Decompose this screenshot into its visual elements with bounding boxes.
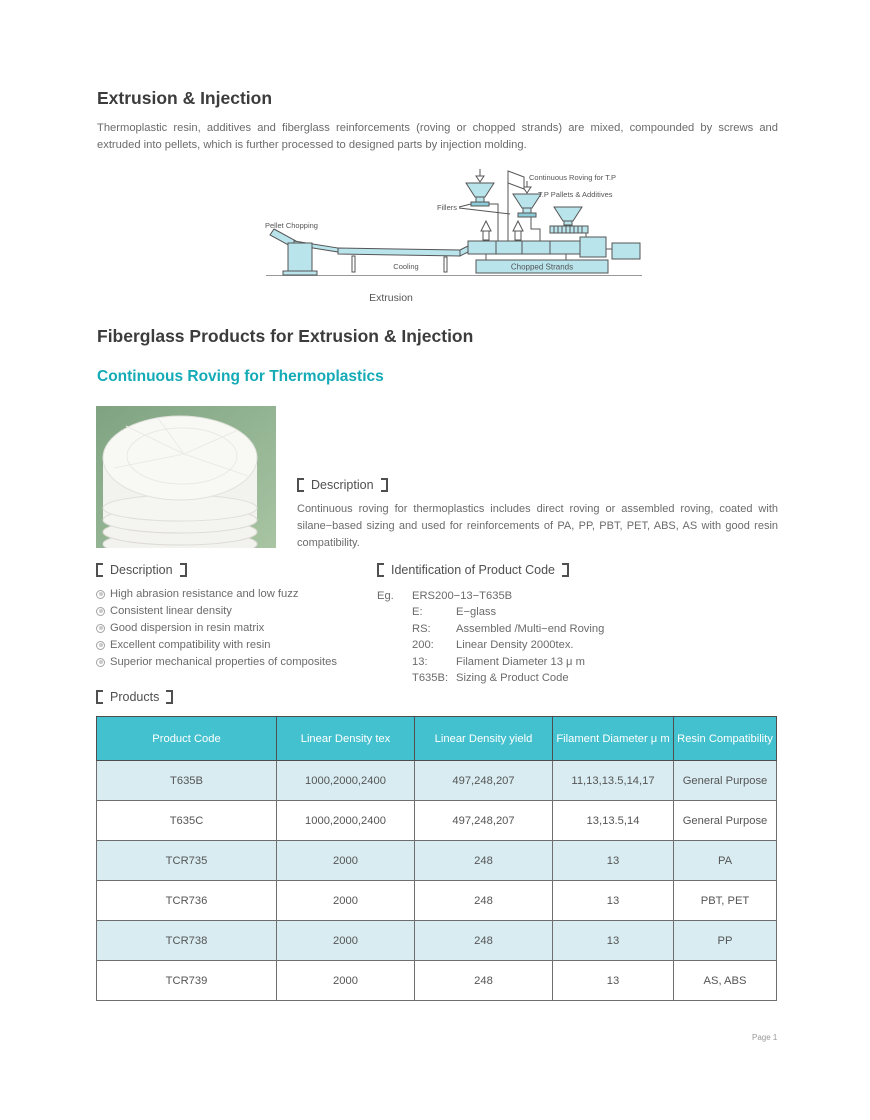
label-tp-pallets: T.P Pallets & Additives <box>538 190 613 199</box>
cell-linear-density-tex: 2000 <box>277 921 415 961</box>
feature-text: Excellent compatibility with resin <box>110 639 271 651</box>
table-row <box>97 801 777 841</box>
feature-text: High abrasion resistance and low fuzz <box>110 588 299 600</box>
cell-filament-diameter: 13 <box>553 881 674 921</box>
bullet-ring-icon <box>96 590 105 599</box>
cell-product-code: TCR736 <box>97 881 277 921</box>
description-left-title-text: Description <box>110 563 173 577</box>
feature-text: Superior mechanical properties of composites <box>110 656 337 668</box>
label-fillers: Fillers <box>437 203 457 212</box>
fillers-pointer-1 <box>459 204 471 207</box>
bracket-right-icon <box>166 690 173 704</box>
gearbox <box>580 237 606 257</box>
cell-filament-diameter: 13,13.5,14 <box>553 801 674 841</box>
feature-text: Good dispersion in resin matrix <box>110 622 265 634</box>
bracket-right-icon <box>180 563 187 577</box>
cell-filament-diameter: 13 <box>553 921 674 961</box>
cell-linear-density-yield: 497,248,207 <box>415 761 553 801</box>
cell-linear-density-yield: 497,248,207 <box>415 801 553 841</box>
code-meaning: Assembled /Multi−end Roving <box>456 622 605 635</box>
feature-list-item <box>96 656 386 668</box>
bullet-ring-icon <box>96 607 105 616</box>
page-number: Page 1 <box>752 1033 778 1042</box>
extruder-barrel <box>468 241 580 260</box>
page-title: Extrusion & Injection <box>97 88 273 108</box>
description-right-section <box>297 478 778 552</box>
extrusion-process-diagram <box>250 163 650 285</box>
cell-linear-density-tex: 1000,2000,2400 <box>277 801 415 841</box>
cell-linear-density-yield: 248 <box>415 961 553 1001</box>
cell-linear-density-yield: 248 <box>415 921 553 961</box>
feature-list-item <box>96 588 386 600</box>
code-key: T635B: <box>412 672 449 684</box>
product-heading: Continuous Roving for Thermoplastics <box>97 368 384 385</box>
cell-product-code: TCR738 <box>97 921 277 961</box>
code-key: 200: <box>412 639 434 651</box>
example-code-row <box>377 590 777 602</box>
product-photo <box>96 406 276 548</box>
cell-product-code: T635C <box>97 801 277 841</box>
products-title-text: Products <box>110 690 160 704</box>
code-meaning: Sizing & Product Code <box>456 672 569 684</box>
label-cooling: Cooling <box>393 262 419 271</box>
fillers-pointer-2 <box>459 208 510 214</box>
description-right-title <box>297 478 778 492</box>
vent-arrows <box>481 221 523 240</box>
identification-section <box>377 563 777 684</box>
cell-resin-compatibility: PA <box>674 841 777 881</box>
intro-paragraph: Thermoplastic resin, additives and fiberglass reinforcements (roving or chopped strands) are mixed, compounded by screws and extruded into pellets, which is further processed to designed parts by injection molding. <box>97 122 778 152</box>
column-header: Filament Diameter μ m <box>553 717 674 761</box>
feature-list-item <box>96 639 386 651</box>
bracket-right-icon <box>562 563 569 577</box>
diagram-caption: Extrusion <box>369 292 413 304</box>
label-pellet-chopping: Pellet Chopping <box>265 221 318 230</box>
code-meaning: E−glass <box>456 606 497 618</box>
bracket-right-icon <box>381 478 388 492</box>
feature-text: Consistent linear density <box>110 605 232 617</box>
feature-list-item <box>96 622 386 634</box>
bracket-left-icon <box>297 478 304 492</box>
cell-linear-density-yield: 248 <box>415 841 553 881</box>
bracket-left-icon <box>96 690 103 704</box>
column-header: Resin Compatibility <box>674 717 777 761</box>
cell-linear-density-tex: 2000 <box>277 841 415 881</box>
roving-spool <box>103 416 257 548</box>
code-key: RS: <box>412 622 431 635</box>
cell-product-code: TCR735 <box>97 841 277 881</box>
bracket-left-icon <box>377 563 384 577</box>
products-table-body <box>97 761 777 1001</box>
label-chopped-strands: Chopped Strands <box>510 262 574 272</box>
code-meaning: Linear Density 2000tex. <box>456 639 574 651</box>
description-left-section <box>96 563 386 673</box>
code-breakdown <box>412 606 777 684</box>
cell-resin-compatibility: General Purpose <box>674 801 777 841</box>
cell-filament-diameter: 11,13,13.5,14,17 <box>553 761 674 801</box>
cell-linear-density-tex: 2000 <box>277 881 415 921</box>
cell-resin-compatibility: PBT, PET <box>674 881 777 921</box>
code-key: E: <box>412 606 423 618</box>
header-row <box>97 717 777 761</box>
table-row <box>97 841 777 881</box>
example-label: Eg. <box>377 590 394 602</box>
table-row <box>97 881 777 921</box>
identification-title-text: Identification of Product Code <box>391 563 555 577</box>
description-right-title-text: Description <box>311 478 374 492</box>
column-header: Linear Density tex <box>277 717 415 761</box>
cell-resin-compatibility: General Purpose <box>674 761 777 801</box>
products-table-head <box>97 717 777 761</box>
products-title <box>96 690 173 704</box>
code-meaning: Filament Diameter 13 μ m <box>456 655 585 668</box>
cell-filament-diameter: 13 <box>553 961 674 1001</box>
bracket-left-icon <box>96 563 103 577</box>
cell-linear-density-tex: 1000,2000,2400 <box>277 761 415 801</box>
description-left-title <box>96 563 386 577</box>
column-header: Linear Density yield <box>415 717 553 761</box>
bullet-ring-icon <box>96 658 105 667</box>
cell-resin-compatibility: PP <box>674 921 777 961</box>
cell-resin-compatibility: AS, ABS <box>674 961 777 1001</box>
example-code: ERS200−13−T635B <box>412 590 513 602</box>
table-row <box>97 761 777 801</box>
cell-filament-diameter: 13 <box>553 841 674 881</box>
cell-linear-density-yield: 248 <box>415 881 553 921</box>
feature-list-item <box>96 605 386 617</box>
pellet-chopping-machine <box>270 229 338 275</box>
identification-title <box>377 563 777 577</box>
feature-list <box>96 588 386 668</box>
cell-product-code: T635B <box>97 761 277 801</box>
cell-linear-density-tex: 2000 <box>277 961 415 1001</box>
hopper-feeder <box>550 207 588 237</box>
column-header: Product Code <box>97 717 277 761</box>
code-key: 13: <box>412 655 428 668</box>
section-heading: Fiberglass Products for Extrusion & Injection <box>97 326 474 346</box>
bullet-ring-icon <box>96 624 105 633</box>
cell-product-code: TCR739 <box>97 961 277 1001</box>
bullet-ring-icon <box>96 641 105 650</box>
motor <box>612 243 640 259</box>
table-row <box>97 961 777 1001</box>
label-continuous-roving: Continuous Roving for T.P <box>529 173 616 182</box>
description-right-body: Continuous roving for thermoplastics includes direct roving or assembled roving, coated with silane−based sizing and used for reinforcements of PA, PP, PBT, PET, ABS, AS with good resin compatibility. <box>297 503 778 550</box>
table-row <box>97 921 777 961</box>
products-table <box>96 716 777 1001</box>
